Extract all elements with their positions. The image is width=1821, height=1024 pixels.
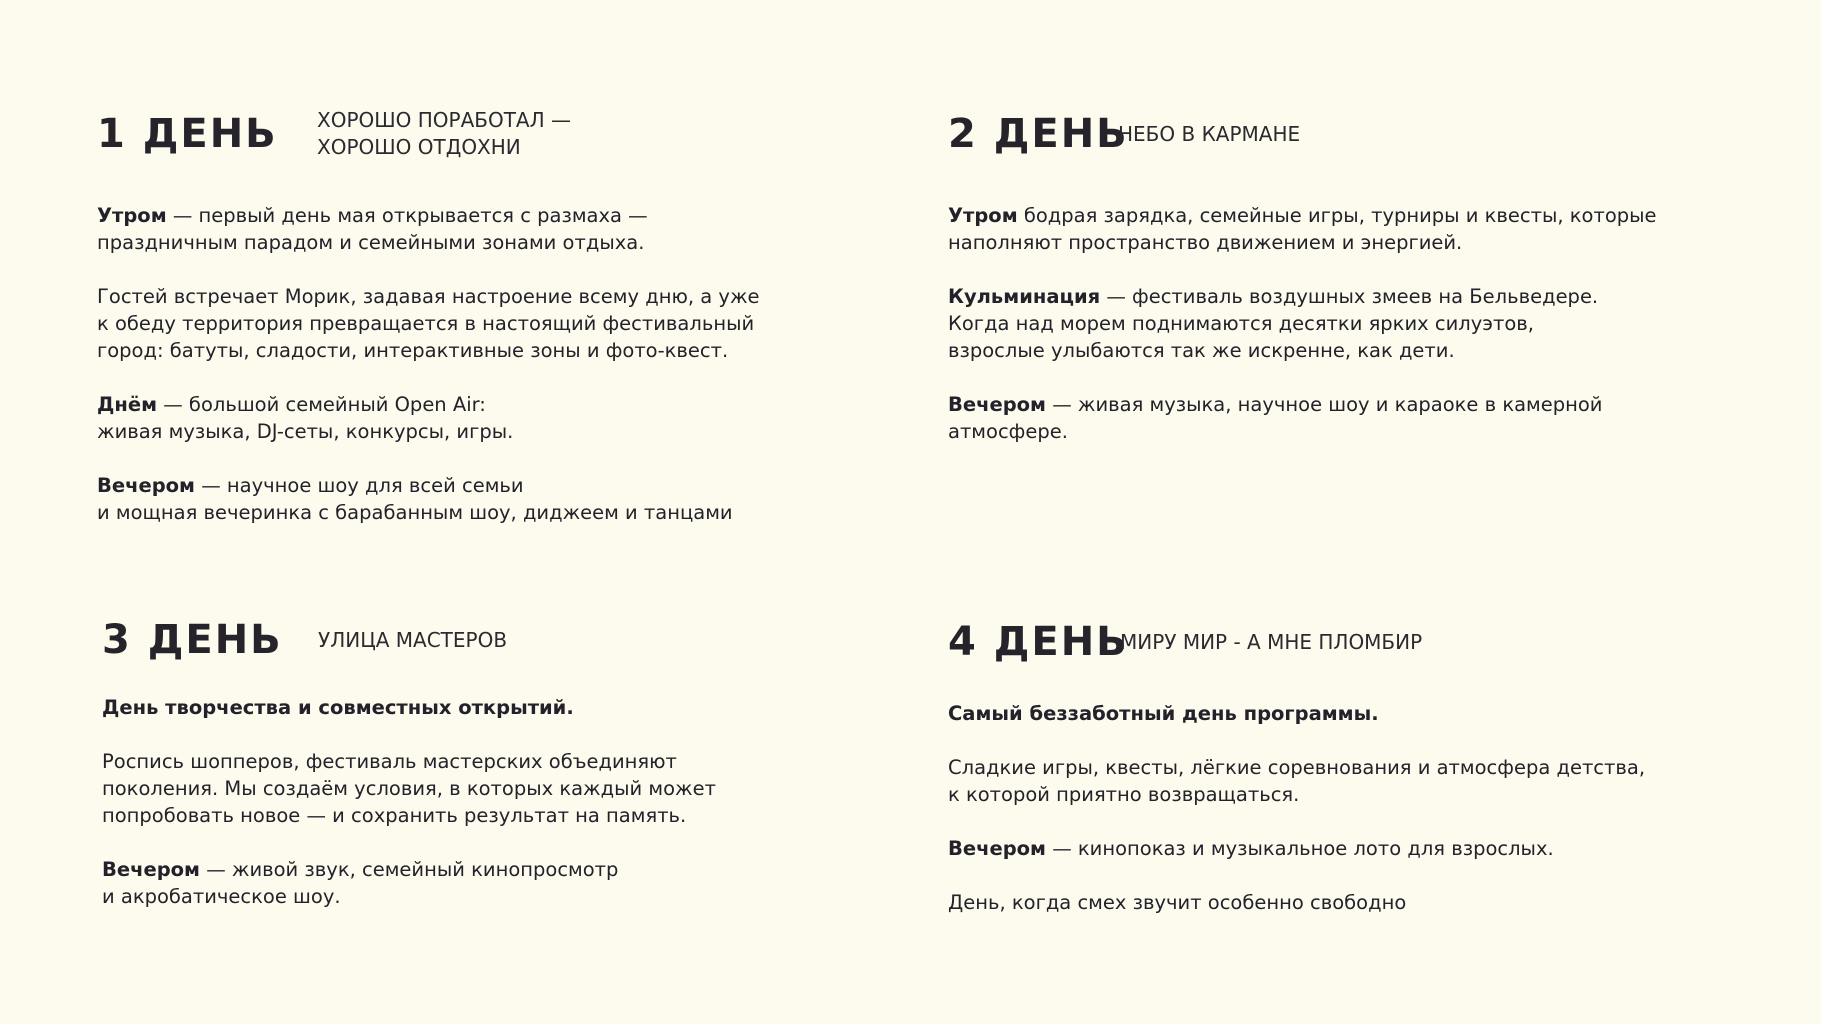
- para-text: Сладкие игры, квесты, лёгкие соревнования и атмосфера детства, к которой приятно возвращаться.: [948, 756, 1646, 806]
- day-1-paragraph: [97, 202, 837, 256]
- para-lead: Днём: [97, 393, 158, 416]
- para-text: — большой семейный Open Air: живая музыка, DJ-сеты, конкурсы, игры.: [97, 393, 514, 443]
- day-3-paragraph: [102, 856, 842, 910]
- para-text: — первый день мая открывается с размаха — праздничным парадом и семейными зонами отдыха.: [97, 204, 648, 254]
- day-2-block: [948, 104, 1748, 472]
- para-lead: День творчества и совместных открытий.: [102, 696, 574, 719]
- day-4-subtitle: МИРУ МИР - А МНЕ ПЛОМБИР: [1120, 629, 1423, 654]
- day-4-title: 4 ДЕНЬ: [948, 619, 1129, 665]
- day-2-subtitle: НЕБО В КАРМАНЕ: [1118, 121, 1301, 146]
- day-3-paragraph: [102, 694, 842, 721]
- day-1-paragraph: [97, 472, 837, 526]
- day-2-paragraph: [948, 202, 1748, 256]
- para-lead: Вечером: [102, 858, 200, 881]
- day-1-paragraph: [97, 283, 837, 364]
- para-text: — кинопоказ и музыкальное лото для взрослых.: [1046, 837, 1554, 860]
- day-4-paragraph: [948, 835, 1768, 862]
- para-lead: Вечером: [97, 474, 195, 497]
- para-lead: Самый беззаботный день программы.: [948, 702, 1379, 725]
- para-lead: Утром: [97, 204, 167, 227]
- day-4-body: [948, 700, 1768, 916]
- day-2-paragraph: [948, 391, 1748, 445]
- day-1-block: [97, 104, 837, 553]
- para-text: — живая музыка, научное шоу и караоке в камерной атмосфере.: [948, 393, 1603, 443]
- day-2-body: [948, 202, 1748, 445]
- para-lead: Вечером: [948, 837, 1046, 860]
- para-text: День, когда смех звучит особенно свободно: [948, 891, 1407, 914]
- para-lead: Кульминация: [948, 285, 1101, 308]
- day-3-paragraph: [102, 748, 842, 829]
- para-text: — живой звук, семейный кинопросмотр и акробатическое шоу.: [102, 858, 619, 908]
- day-1-title: 1 ДЕНЬ: [97, 111, 278, 157]
- para-text: — фестиваль воздушных змеев на Бельведере. Когда над морем поднимаются десятки ярких силуэтов, взрослые улыбаются так же искренне, как дети.: [948, 285, 1599, 362]
- day-4-block: [948, 612, 1768, 943]
- day-2-title: 2 ДЕНЬ: [948, 111, 1129, 157]
- para-text: бодрая зарядка, семейные игры, турниры и квесты, которые наполняют пространство движением и энергией.: [948, 204, 1657, 254]
- day-4-paragraph: [948, 889, 1768, 916]
- day-1-paragraph: [97, 391, 837, 445]
- para-text: Роспись шопперов, фестиваль мастерских объединяют поколения. Мы создаём условия, в которых каждый может попробовать новое — и сохранить результат на память.: [102, 750, 716, 827]
- day-3-block: [102, 610, 842, 937]
- day-3-header: [102, 610, 842, 670]
- day-4-header: [948, 612, 1768, 672]
- day-3-subtitle: УЛИЦА МАСТЕРОВ: [318, 627, 508, 652]
- day-1-body: [97, 202, 837, 526]
- day-1-header: [97, 104, 837, 164]
- day-1-subtitle: ХОРОШО ПОРАБОТАЛ — ХОРОШО ОТДОХНИ: [317, 108, 572, 159]
- day-2-header: [948, 104, 1748, 164]
- day-3-title: 3 ДЕНЬ: [102, 617, 283, 663]
- para-lead: Утром: [948, 204, 1018, 227]
- day-2-paragraph: [948, 283, 1748, 364]
- day-3-body: [102, 694, 842, 910]
- para-text: Гостей встречает Морик, задавая настроение всему дню, а уже к обеду территория превращается в настоящий фестивальный город: батуты, сладости, интерактивные зоны и фото-квест.: [97, 285, 760, 362]
- para-text: — научное шоу для всей семьи и мощная вечеринка с барабанным шоу, диджеем и танцами: [97, 474, 733, 524]
- para-lead: Вечером: [948, 393, 1046, 416]
- day-4-paragraph: [948, 700, 1768, 727]
- day-4-paragraph: [948, 754, 1768, 808]
